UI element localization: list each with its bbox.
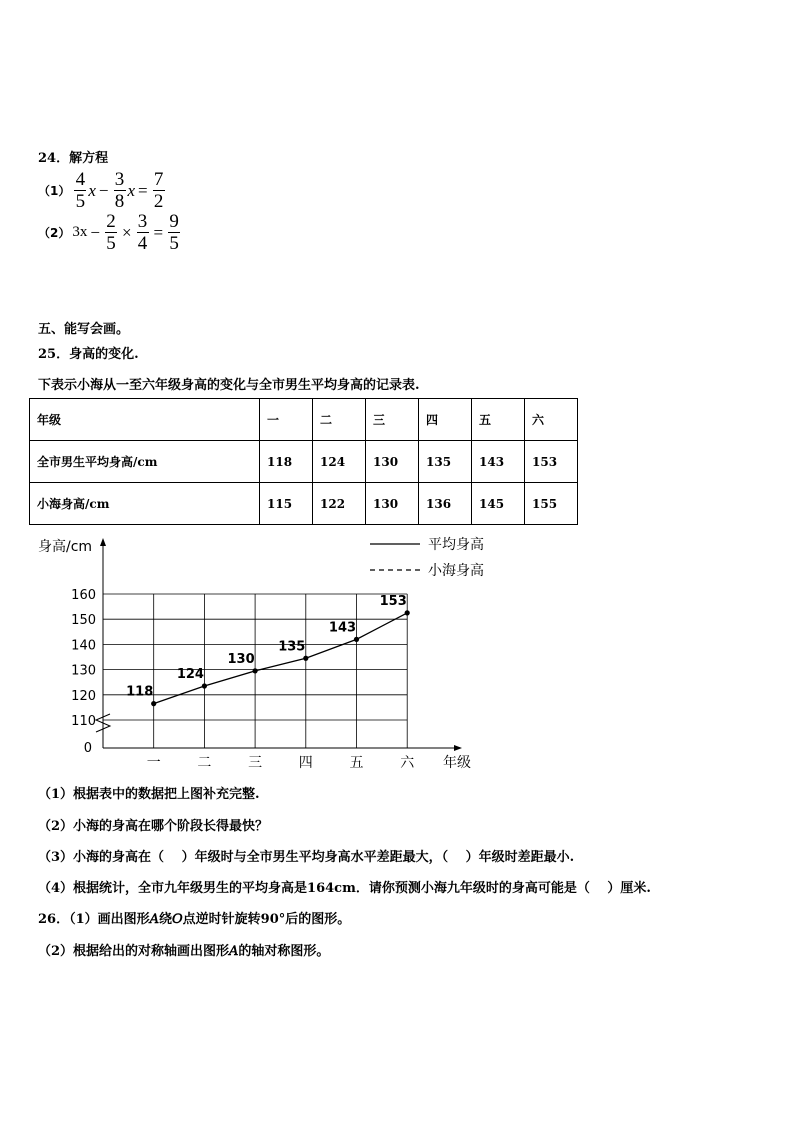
q25-intro: 下表示小海从一至六年级身高的变化与全市男生平均身高的记录表. (38, 378, 420, 393)
x-tick-label: 五 (349, 755, 364, 771)
q26-part-1: 26．（1）画出图形𝐴绕𝑂点逆时针旋转90°后的图形。 (38, 912, 351, 927)
eq1-label: （1） (38, 184, 71, 198)
table-row (30, 483, 578, 525)
chart-legend (370, 536, 484, 579)
table-header-cell: 四 (419, 399, 472, 441)
x-tick-label: 四 (298, 755, 313, 771)
q25-subquestion-2: （2）小海的身高在哪个阶段长得最快？ (38, 819, 269, 834)
eq2-lead-term: 3x (72, 224, 88, 240)
q24-equation-2: （2） 3x − $\frac{2}{5}$ × $\frac{3}{4}$ = $\frac{9}{5}$ (38, 211, 179, 254)
data-label: 153 (379, 593, 407, 609)
table-cell: 135 (419, 441, 472, 483)
eq1-variable: x (127, 180, 136, 200)
data-label: 124 (176, 666, 204, 682)
x-tick-label: 二 (197, 755, 212, 771)
axis-break-mark (96, 714, 110, 732)
table-header-cell: 年级 (30, 399, 260, 441)
table-row (30, 441, 578, 483)
table-cell: 143 (472, 441, 525, 483)
q25-subquestion-4: （4）根据统计，全市九年级男生的平均身高是164cm．请你预测小海九年级时的身高可能是（ ）厘米. (38, 881, 651, 896)
y-axis-label: 身高/cm (38, 539, 93, 555)
legend-entry: 平均身高 (428, 537, 484, 553)
eq2-label: （2） (38, 226, 71, 240)
x-axis-label: 年级 (443, 755, 471, 771)
y-tick-label: 110 (71, 714, 96, 729)
y-tick-label: 140 (71, 638, 96, 654)
series-line (154, 613, 408, 704)
eq1-fraction-b: $\frac{3}{8}$ (114, 169, 125, 212)
y-tick-label: 150 (71, 613, 96, 629)
table-cell: 155 (525, 483, 578, 525)
height-record-table (29, 398, 578, 525)
x-tick-label: 三 (248, 755, 263, 771)
table-row (30, 399, 578, 441)
data-label: 143 (328, 620, 357, 636)
table-cell: 145 (472, 483, 525, 525)
data-point (202, 683, 207, 688)
table-cell: 130 (366, 441, 419, 483)
x-tick-label: 一 (146, 755, 161, 771)
table-cell: 136 (419, 483, 472, 525)
table-cell: 130 (366, 483, 419, 525)
table-cell: 124 (313, 441, 366, 483)
q26-part-2: （2）根据给出的对称轴画出图形𝐴的轴对称图形。 (38, 944, 330, 959)
height-line-chart (0, 530, 520, 780)
table-cell: 小海身高/cm (30, 483, 260, 525)
table-header-cell: 一 (260, 399, 313, 441)
table-cell: 118 (260, 441, 313, 483)
table-cell: 122 (313, 483, 366, 525)
q25-subquestion-1: （1）根据表中的数据把上图补充完整. (38, 787, 260, 802)
data-point (303, 656, 308, 661)
data-point (253, 668, 258, 673)
table-header-cell: 二 (313, 399, 366, 441)
x-tick-label: 六 (400, 755, 415, 771)
eq2-fraction-b: $\frac{3}{4}$ (137, 211, 148, 254)
eq1-variable: x (88, 180, 96, 200)
legend-entry: 小海身高 (428, 563, 484, 579)
table-cell: 全市男生平均身高/cm (30, 441, 260, 483)
table-header-cell: 三 (366, 399, 419, 441)
data-label: 135 (278, 639, 306, 655)
data-label: 118 (126, 684, 154, 700)
q25-title: 25．身高的变化. (38, 347, 139, 362)
data-point (354, 637, 359, 642)
q24-equation-1: （1） $\frac{4}{5}$ x − $\frac{3}{8}$ x = $\frac{7}{2}$ (38, 169, 164, 212)
q24-title: 24．解方程 (38, 151, 109, 166)
data-label: 130 (227, 651, 255, 667)
data-point (405, 610, 410, 615)
y-tick-label: 130 (71, 663, 96, 679)
table-cell: 153 (525, 441, 578, 483)
y-tick-label: 120 (71, 688, 96, 704)
table-header-cell: 五 (472, 399, 525, 441)
section-heading: 五、能写会画。 (38, 322, 130, 337)
eq1-fraction-a: $\frac{4}{5}$ (75, 169, 86, 212)
y-tick-label: 160 (71, 588, 96, 603)
table-cell: 115 (260, 483, 313, 525)
eq2-fraction-a: $\frac{2}{5}$ (106, 211, 116, 254)
q25-subquestion-3: （3）小海的身高在（ ）年级时与全市男生平均身高水平差距最大，（ ）年级时差距最小. (38, 850, 575, 865)
table-header-cell: 六 (525, 399, 578, 441)
y-tick-label: 0 (83, 741, 92, 756)
eq2-fraction-c: $\frac{9}{5}$ (169, 211, 179, 254)
eq1-fraction-c: $\frac{7}{2}$ (153, 169, 164, 212)
data-point (151, 701, 156, 706)
